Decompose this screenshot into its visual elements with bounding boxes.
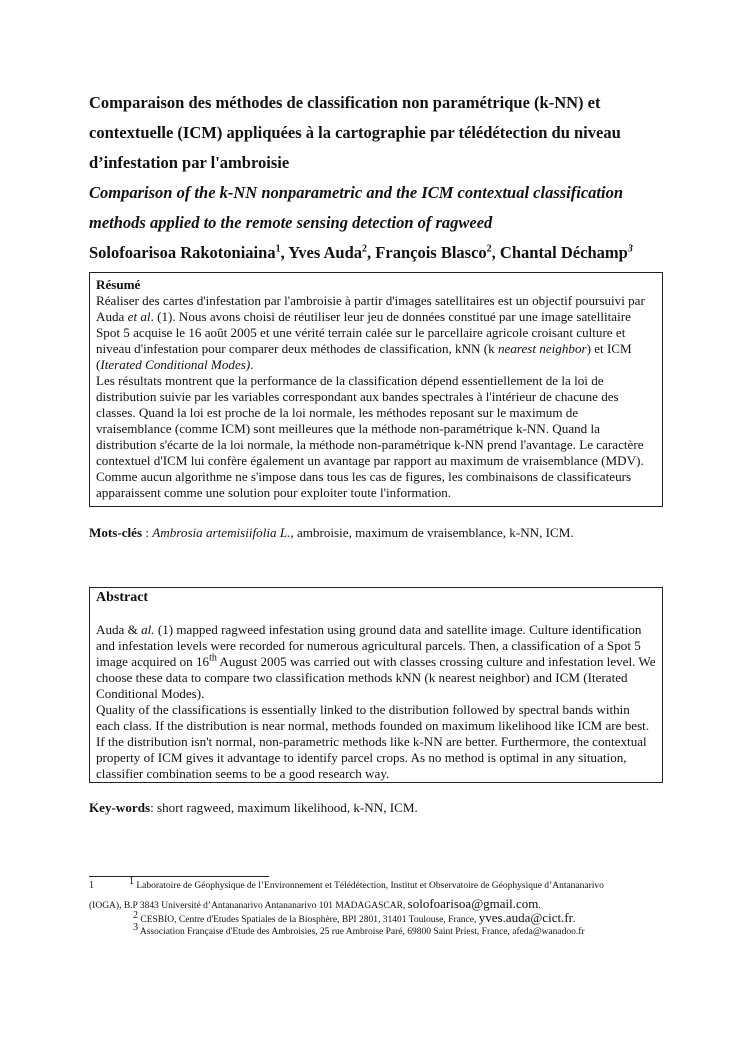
abstract-paragraph-1 <box>96 622 656 702</box>
title-english: Comparison of the k-NN nonparametric and the ICM contextual classification methods applied to the remote sensing detection of ragweed <box>89 183 624 232</box>
affiliation-marker: 1 <box>275 243 281 255</box>
affiliation-marker: 3 <box>627 243 633 255</box>
abstract-paragraph-2: Quality of the classifications is essentially linked to the distribution followed by spectral bands within each class. If the distribution is near normal, methods founded on maximum likelihood like ICM are best. If the distribution isn't normal, non-parametric methods like k-NN are better. Furthermore, the contextual property of ICM gives it advantage to identify parcel crops. As no method is optimal in any situation, classifier combination seems to be a good research way. <box>96 702 650 781</box>
paper-page <box>89 88 663 816</box>
keywords-list: , ambroisie, maximum de vraisemblance, k-NN, ICM. <box>290 525 574 540</box>
keywords-french <box>89 525 663 541</box>
resume-text: Réaliser des cartes d'infestation par l'ambroisie à partir d'images satellitaires est un objectif poursuivi par Auda <box>96 293 645 324</box>
keywords-label: Key-words <box>89 800 151 815</box>
resume-icm-term: Iterated Conditional Modes) <box>100 357 251 372</box>
footnote-text: CESBIO, Centre d'Etudes Spatiales de la Biosphère, BPI 2801, 31401 Toulouse, France, <box>138 915 479 925</box>
resume-text: . <box>250 357 254 372</box>
footnote-sup: 2 <box>133 909 138 921</box>
footnote-text: . <box>538 901 541 911</box>
abstract-text: August 2005 was carried out with classes crossing culture and infestation level. We choose these data to compare two classification methods kNN (k nearest neighbor) and ICM (Iterated Conditional Modes). <box>96 654 656 701</box>
keywords-separator: : <box>142 525 153 540</box>
footnote-divider <box>89 876 269 877</box>
email-link[interactable]: solofoarisoa@gmail.com <box>407 896 539 911</box>
resume-knn-term: nearest neighbor <box>497 341 587 356</box>
title-french: Comparaison des méthodes de classification non paramétrique (k-NN) et contextuelle (ICM) appliquées à la cartographie par télédétection du niveau d’infestation par l'ambroisie <box>89 93 621 172</box>
abstract-al: al. <box>141 622 155 637</box>
resume-paragraph-2: Les résultats montrent que la performance de la classification dépend essentiellement de la loi de distribution suivie par les variables correspondant aux bandes spectrales à l'intérieur de chacune des classes. Quand la loi est proche de la loi normale, les méthodes reposant sur le maximum de vraisemblance (comme ICM) sont meilleures que la méthode non-paramétrique k-NN. Quand la distribution s'écarte de la loi normale, la méthode non-paramétrique k-NN prend l'avantage. Le caractère contextuel d'ICM lui confère également un avantage par rapport au maximum de vraisemblance (MDV). Comme aucun algorithme ne s'impose dans tous les cas de figures, les combinaisons de classificateurs apparaissent comme une solution pour exploiter toute l'information. <box>96 373 644 500</box>
footnote-1 <box>89 875 663 892</box>
keywords-english <box>89 800 663 816</box>
keywords-label: Mots-clés <box>89 525 143 540</box>
abstract-ordinal: th <box>209 652 217 664</box>
footnote-sup: 3 <box>133 921 138 933</box>
abstract-text: Auda & <box>96 622 142 637</box>
footnote-2 <box>133 909 663 926</box>
footnote-text: Laboratoire de Géophysique de l’Environnement et Télédétection, Institut et Observatoire de Géophysique d’Antananarivo <box>134 881 604 891</box>
footnote-sup: 1 <box>129 875 134 887</box>
abstract-box <box>89 587 663 783</box>
resume-box <box>89 272 663 507</box>
author-name: Yves Auda <box>288 243 363 262</box>
abstract-text: (1) mapped ragweed infestation using ground data and satellite image. Culture identification and infestation levels were recorded for numerous agricultural parcels. Then, a classification of a Spot 5 image acquired on 16 <box>96 622 642 669</box>
footnote-3 <box>133 921 663 938</box>
resume-paragraph-1 <box>96 293 656 373</box>
footnote-1-cont <box>89 898 663 912</box>
footnote-text: (IOGA), B.P 3843 Université d’Antananarivo Antananarivo 101 MADAGASCAR, <box>89 901 408 911</box>
resume-etal: et al <box>127 309 151 324</box>
footnote-text: . <box>572 915 576 925</box>
footnote-marker: 1 <box>89 880 94 891</box>
author-name: François Blasco <box>375 243 487 262</box>
author-name: Chantal Déchamp <box>499 243 628 262</box>
abstract-heading: Abstract <box>96 590 149 605</box>
affiliation-marker: 2 <box>362 243 368 255</box>
author-list: Solofoarisoa Rakotoniaina$^1$, Yves Auda$^2$, François Blasco$^2$, Chantal Déchamp$^3$ <box>89 243 633 262</box>
resume-text: ) et ICM ( <box>96 341 632 372</box>
footnotes <box>89 875 663 938</box>
keywords-species: Ambrosia artemisiifolia L. <box>152 525 291 540</box>
resume-text: . (1). Nous avons choisi de réutiliser leur jeu de données constitué par une image satellitaire Spot 5 acquise le 16 août 2005 et une vérité terrain calée sur le parcellaire agricole croisant culture et niveau d'infestation pour comparer deux méthodes de classification, kNN (k <box>96 309 631 356</box>
footnote-text: Association Française d'Etude des Ambroisies, 25 rue Ambroise Paré, 69800 Saint Priest, France, afeda@wanadoo.fr <box>138 927 585 937</box>
author-name: Solofoarisoa Rakotoniaina <box>89 243 276 262</box>
affiliation-marker: 2 <box>486 243 492 255</box>
resume-heading: Résumé <box>96 277 141 292</box>
keywords-list: : short ragweed, maximum likelihood, k-NN, ICM. <box>150 800 418 815</box>
email-link[interactable]: yves.auda@cict.fr <box>478 910 573 925</box>
